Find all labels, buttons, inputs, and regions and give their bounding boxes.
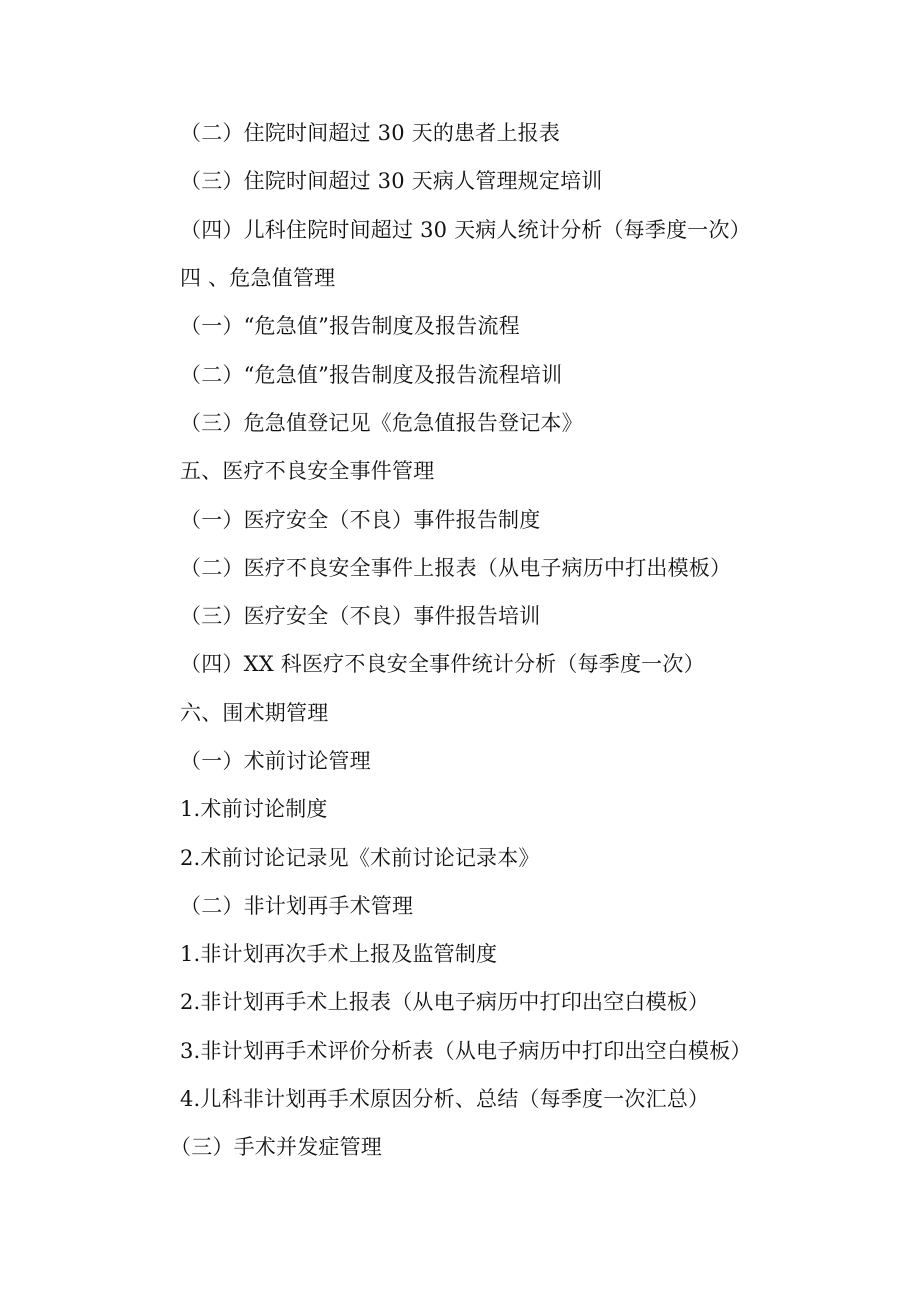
text-line: （一）医疗安全（不良）事件报告制度 xyxy=(180,508,541,532)
text-line: （一）“危急值”报告制度及报告流程 xyxy=(180,314,520,338)
text-line: （四）儿科住院时间超过 30 天病人统计分析（每季度一次） xyxy=(180,218,751,242)
text-line: （一）术前讨论管理 xyxy=(180,749,371,773)
text-line: （三）危急值登记见《危急值报告登记本》 xyxy=(180,411,583,435)
text-line: （四）XX 科医疗不良安全事件统计分析（每季度一次） xyxy=(180,652,705,676)
section-heading: 六、围术期管理 xyxy=(180,701,329,725)
text-line: 2.术前讨论记录见《术前讨论记录本》 xyxy=(180,846,540,870)
text-line: （二）非计划再手术管理 xyxy=(180,894,414,918)
section-heading: 四 、危急值管理 xyxy=(180,266,336,290)
text-line: （三）医疗安全（不良）事件报告培训 xyxy=(180,604,541,628)
text-line: （三）手术并发症管理 xyxy=(170,1135,382,1159)
text-line: （二）医疗不良安全事件上报表（从电子病历中打出模板） xyxy=(180,556,732,580)
text-line: （二）“危急值”报告制度及报告流程培训 xyxy=(180,363,563,387)
text-line: （二）住院时间超过 30 天的患者上报表 xyxy=(180,121,561,145)
text-line: 3.非计划再手术评价分析表（从电子病历中打印出空白模板） xyxy=(180,1039,752,1063)
text-line: 4.儿科非计划再手术原因分析、总结（每季度一次汇总） xyxy=(180,1087,710,1111)
text-line: 2.非计划再手术上报表（从电子病历中打印出空白模板） xyxy=(180,990,710,1014)
section-heading: 五、医疗不良安全事件管理 xyxy=(180,459,435,483)
text-line: 1.非计划再次手术上报及监管制度 xyxy=(180,942,498,966)
text-line: 1.术前讨论制度 xyxy=(180,797,328,821)
text-line: （三）住院时间超过 30 天病人管理规定培训 xyxy=(180,169,603,193)
